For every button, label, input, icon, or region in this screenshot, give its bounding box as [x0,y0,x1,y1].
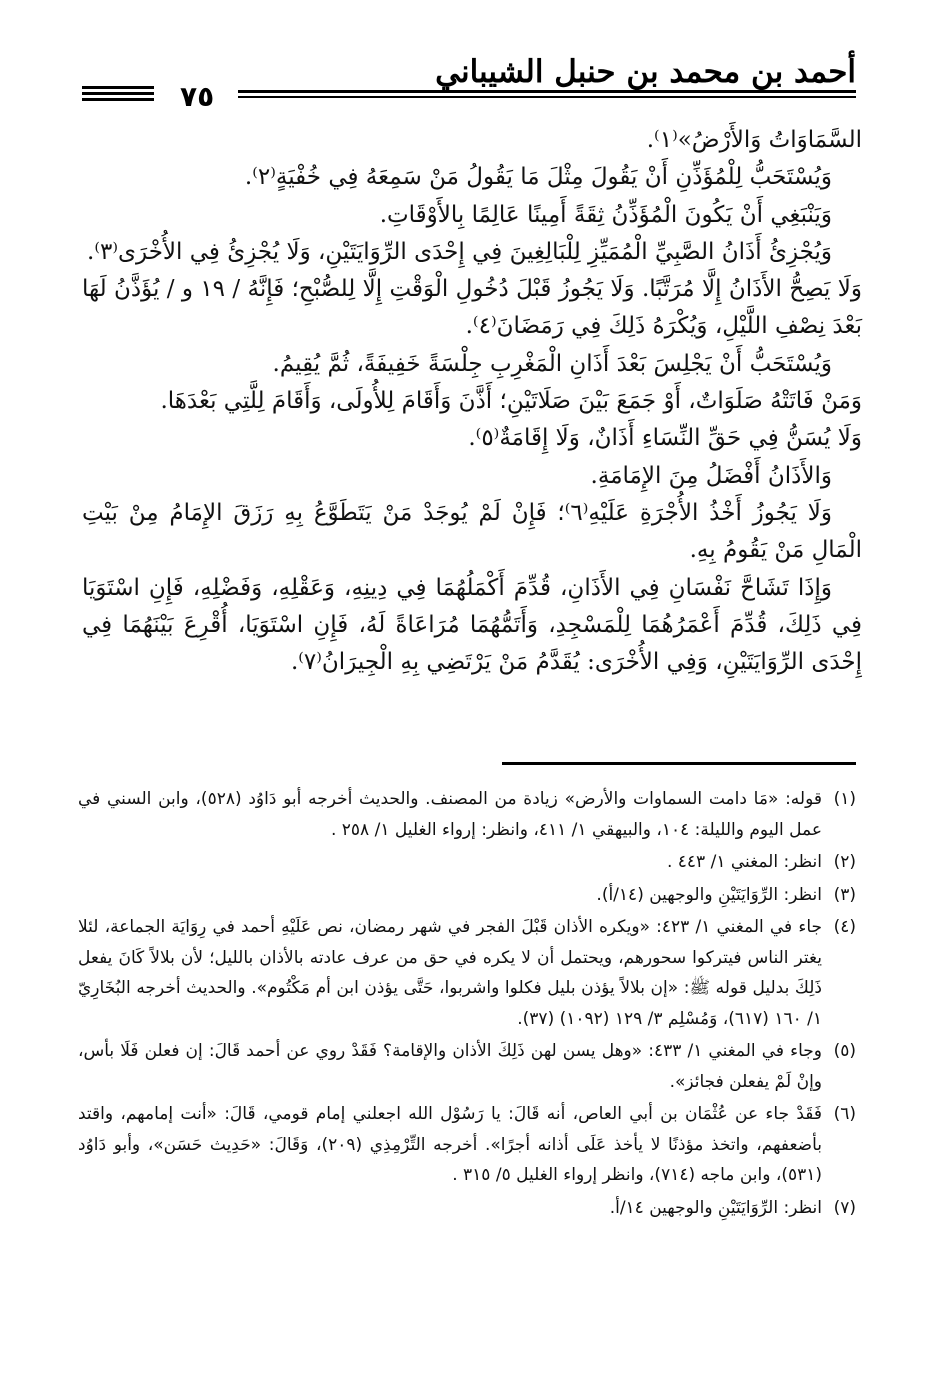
footnote [78,880,856,911]
footnote-text: انظر: الرِّوَايَتَيْنِ والوجهين (١٤/أ). [596,884,822,905]
footnote-separator [502,762,856,765]
footnote-number: (٧) [833,1197,856,1218]
paragraph: وَيُجْزِئُ أَذَانُ الصَّبِيِّ الْمُمَيِّزِ لِلْبَالِغِينَ فِي إِحْدَى الرِّوَايَتَيْنِ، وَلَا يُجْزِئُ فِي الأُخْرَى⁽٣⁾. [87,238,832,265]
footnote-text: وجاء في المغني ١/ ٤٣٣: «وهل يسن لهن ذَلِكَ الأذان والإقامة؟ فَقَدْ روي عن أحمد قَالَ: إن فعلن فَلَا بأس، وإنْ لَمْ يفعلن فجائز». [78,1041,822,1092]
paragraph: وَيُسْتَحَبُّ أَنْ يَجْلِسَ بَعْدَ أَذَانِ الْمَغْرِبِ جِلْسَةً خَفِيفَةً، ثُمَّ يُقِيمُ. [272,350,832,377]
footnotes [78,784,856,1225]
paragraph: وَإِذَا تَشَاحَّ نَفْسَانِ فِي الأَذَانِ، قُدِّمَ أَكْمَلُهُمَا فِي دِينِهِ، وَعَقْلِهِ، وَفَضْلِهِ، فَإِنِ اسْتَوَيَا فِي ذَلِكَ، قُدِّمَ أَعْمَرُهُمَا لِلْمَسْجِدِ، وَأَتَمُّهُمَا مُرَاعَاةً لَهُ، فَإِنِ اسْتَوَيَا، أُقْرِعَ بَيْنَهُمَا فِي إِحْدَى الرِّوَايَتَيْنِ، وَفِي الأُخْرَى: يُقَدَّمُ مَنْ يَرْتَضِي بِهِ الْجِيرَانُ⁽٧⁾. [82,574,862,676]
paragraph: وَلَا يَجُوزُ أَخْذُ الأُجْرَةِ عَلَيْهِ⁽٦⁾؛ فَإِنْ لَمْ يُوجَدْ مَنْ يَتَطَوَّعُ بِهِ رَزَقَ الإِمَامُ مِنْ بَيْتِ الْمَالِ مَنْ يَقُومُ بِهِ. [82,499,862,564]
footnote [78,1099,856,1191]
footnote-number: (٤) [833,917,856,937]
footnote-number: (٢) [833,852,856,872]
footnote-text: انظر: المغني ١/ ٤٤٣ . [666,852,822,872]
footnote [78,1036,856,1097]
paragraph: وَلَا يُسَنُّ فِي حَقِّ النِّسَاءِ أَذَانٌ، وَلَا إِقَامَةٌ⁽٥⁾. [468,425,862,452]
footnote [78,784,856,845]
paragraph: وَيَنْبَغِي أَنْ يَكُونَ الْمُؤَذِّنُ ثِقَةً أَمِينًا عَالِمًا بِالأَوْقَاتِ. [379,201,832,228]
paragraph: السَّمَاوَاتُ وَالأَرْضُ»⁽١⁾. [646,127,862,153]
footnote-text: انظر: الرِّوَايَتَيْنِ والوجهين ١٤/أ. [609,1197,822,1218]
footnote-text: قوله: «مَا دامت السماوات والأرض» زيادة من المصنف. والحديث أخرجه أبو دَاوُد (٥٢٨)، وابن السني في عمل اليوم والليلة: ١٠٤، والبيهقي ١/ ٤١١، وانظر: إرواء الغليل ١/ ٢٥٨ . [78,789,822,840]
header-rule-thick [238,90,856,93]
footnote [78,847,856,878]
page-number: ٧٥ [180,80,215,113]
paragraph: وَالأَذَانُ أَفْضَلُ مِنَ الإِمَامَةِ. [590,462,832,489]
header-rule-left-1 [82,86,154,89]
footnote-number: (٥) [833,1041,856,1061]
footnote-text: فَقَدْ جاء عن عُثْمَان بن أبي العاص، أنه قَالَ: يا رَسُوْل الله اجعلني إمام قومي، قَالَ: «أنت إمامهم، واقتد بأضعفهم، واتخذ مؤذنًا لا يأخذ عَلَى أذانه أجرًا». أخرجه التِّرْمِذِي (٢٠٩)، وَقَالَ: «حَدِيث حَسَن»، وأبو دَاوُد (٥٣١)، وابن ماجه (٧١٤)، وانظر إرواء الغليل ٥/ ٣١٥ . [78,1104,822,1185]
header-rule-thin [238,96,856,98]
footnote [78,912,856,1034]
header-rule-left-2 [82,92,154,95]
header-rule-left-3 [82,98,154,101]
footnote-number: (٣) [833,884,856,905]
footnote [78,1193,856,1224]
main-text [82,122,862,681]
paragraph: وَيُسْتَحَبُّ لِلْمُؤَذِّنِ أَنْ يَقُولَ مِثْلَ مَا يَقُولُ مَنْ سَمِعَهُ فِي خُفْيَةٍ⁽٢⁾. [244,164,832,191]
footnote-number: (٦) [833,1104,856,1124]
paragraph: وَمَنْ فَاتَتْهُ صَلَوَاتٌ، أَوْ جَمَعَ بَيْنَ صَلَاتَيْنِ؛ أَذَّنَ وَأَقَامَ لِلأُولَى، وَأَقَامَ لِلَّتِي بَعْدَهَا. [160,388,862,415]
footnote-number: (١) [833,789,856,809]
footnote-text: جاء في المغني ١/ ٤٢٣: «ويكره الأذان قَبْلَ الفجر في شهر رمضان، نص عَلَيْهِ أحمد في رِوَايَة الجماعة، لئلا يغتر الناس فيتركوا سحورهم، ويحتمل أن لا يكره في حق من عرف عادته بالأذان بالليل؛ لأن بلالاً كَانَ يفعل ذَلِكَ بدليل قوله ﷺ: «إن بلالاً يؤذن بليل فكلوا واشربوا، حَتَّى يؤذن ابن أم مَكْتُوم». والحديث أخرجه البُخَارِيّ ١/ ١٦٠ (٦١٧)، وَمُسْلِم ٣/ ١٢٩ (١٠٩٢) (٣٧). [78,917,823,1029]
running-title: أحمد بن محمد بن حنبل الشيباني [435,54,856,90]
paragraph: وَلَا يَصِحُّ الأَذَانُ إِلَّا مُرَتَّبًا. وَلَا يَجُوزُ قَبْلَ دُخُولِ الْوَقْتِ إِلَّا لِلصُّبْحِ؛ فَإِنَّهُ / ١٩ و / يُؤَذَّنُ لَهَا بَعْدَ نِصْفِ اللَّيْلِ، وَيُكْرَهُ ذَلِكَ فِي رَمَضَانَ⁽٤⁾. [82,276,862,340]
